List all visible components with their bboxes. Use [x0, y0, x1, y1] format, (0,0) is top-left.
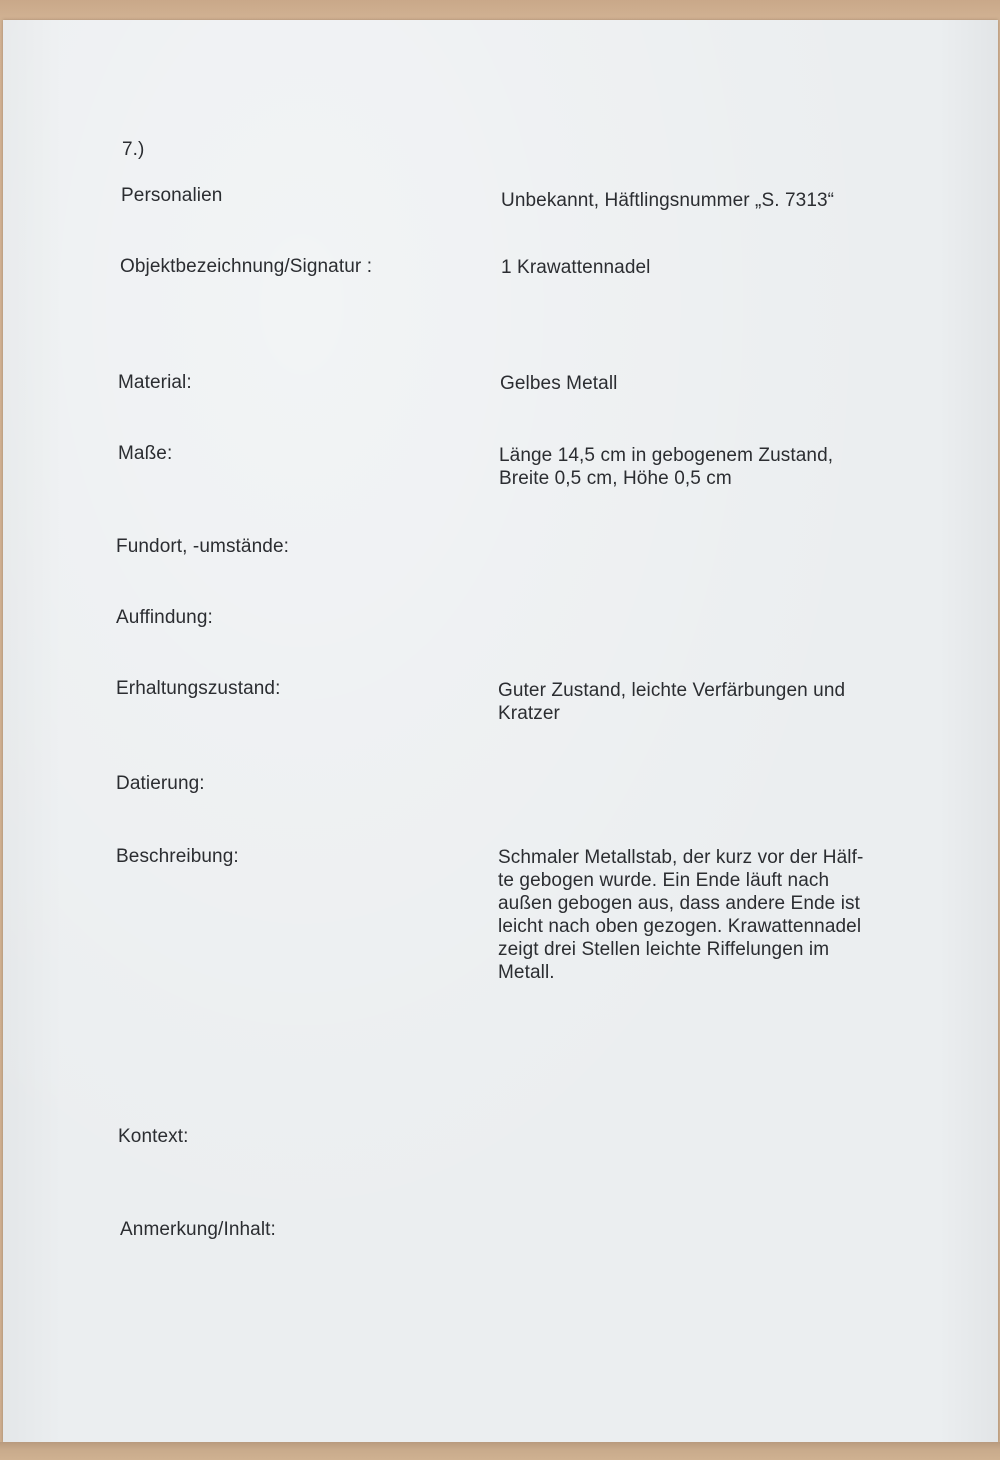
label-kontext: Kontext:: [118, 1126, 189, 1147]
label-objektbezeichnung: Objektbezeichnung/Signatur :: [120, 256, 373, 277]
label-personalien: Personalien: [121, 185, 223, 206]
label-material: Material:: [118, 372, 192, 393]
item-number: 7.): [122, 139, 145, 160]
value-material: Gelbes Metall: [500, 373, 618, 394]
value-masse: Länge 14,5 cm in gebogenem Zustand, Breite 0,5 cm, Höhe 0,5 cm: [499, 445, 834, 489]
label-fundort: Fundort, -umstände:: [116, 536, 289, 557]
value-personalien: Unbekannt, Häftlingsnummer „S. 7313“: [501, 190, 835, 211]
value-objektbezeichnung: 1 Krawattennadel: [501, 257, 651, 278]
value-erhaltungszustand: Guter Zustand, leichte Verfärbungen und Kratzer: [498, 680, 846, 724]
table-surface-edge: [0, 1442, 1000, 1460]
label-auffindung: Auffindung:: [116, 607, 213, 628]
label-beschreibung: Beschreibung:: [116, 846, 239, 867]
label-anmerkung: Anmerkung/Inhalt:: [120, 1219, 276, 1240]
document-page: [3, 20, 998, 1442]
label-erhaltungszustand: Erhaltungszustand:: [116, 678, 281, 699]
label-masse: Maße:: [118, 443, 173, 464]
value-beschreibung: Schmaler Metallstab, der kurz vor der Hälf- te gebogen wurde. Ein Ende läuft nach außen gebogen aus, dass andere Ende ist leicht nach oben gezogen. Krawattennadel zeigt drei Stellen leichte Riffelungen im Metall.: [498, 847, 864, 983]
label-datierung: Datierung:: [116, 773, 205, 794]
